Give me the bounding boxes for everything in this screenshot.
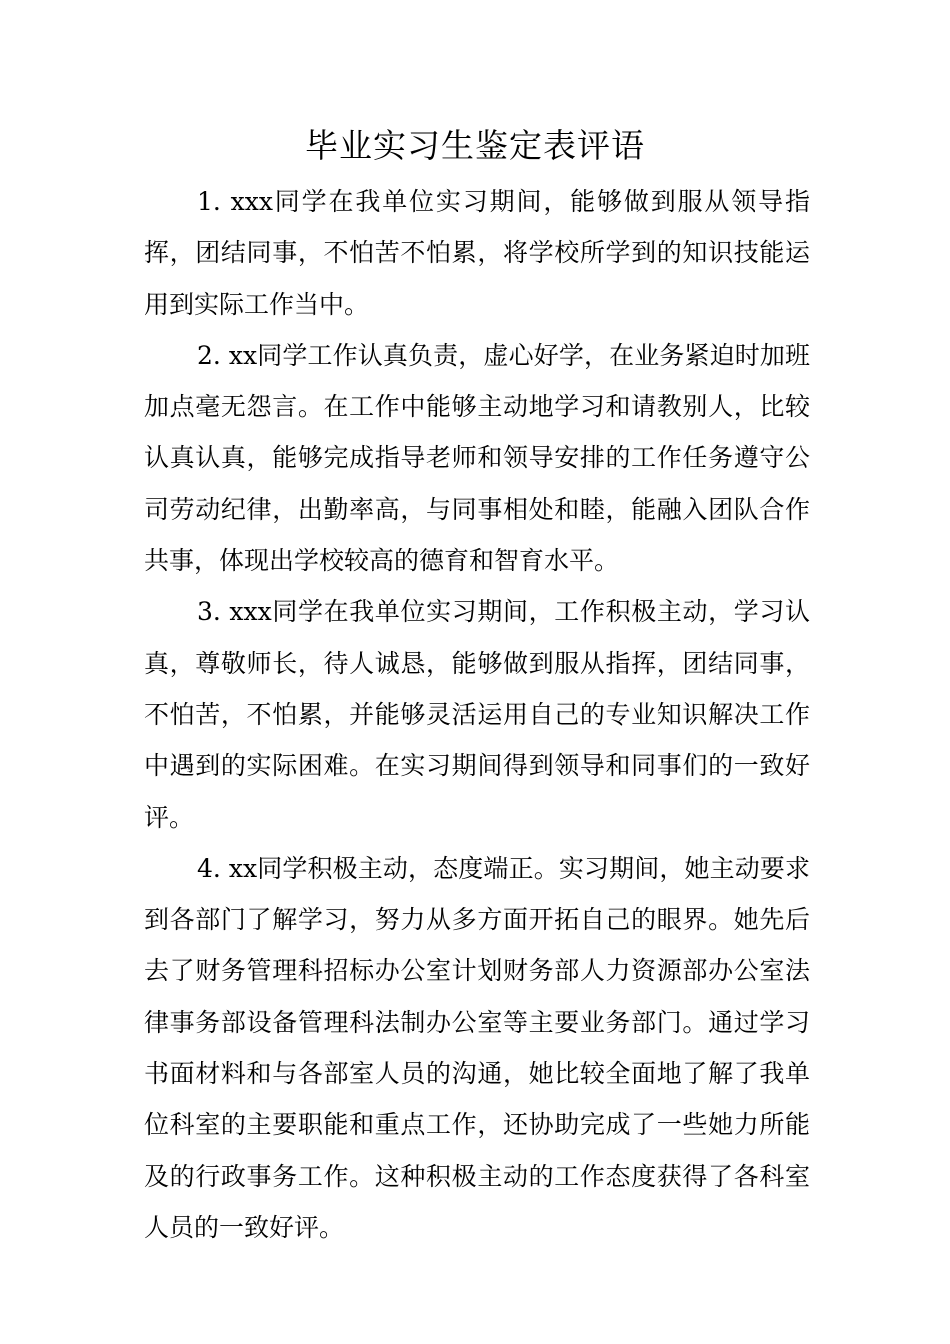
document-title: 毕业实习生鉴定表评语: [305, 126, 645, 165]
document-body: [144, 176, 810, 1253]
paragraph-4: 4. xx同学积极主动，态度端正。实习期间，她主动要求到各部门了解学习，努力从多方面开拓自己的眼界。她先后去了财务管理科招标办公室计划财务部人力资源部办公室法律事务部设备管理科法制办公室等主要业务部门。通过学习书面材料和与各部室人员的沟通，她比较全面地了解了我单位科室的主要职能和重点工作，还协助完成了一些她力所能及的行政事务工作。这种积极主动的工作态度获得了各科室人员的一致好评。: [144, 853, 810, 1242]
paragraph-1: 1. xxx同学在我单位实习期间，能够做到服从领导指挥，团结同事，不怕苦不怕累，将学校所学到的知识技能运用到实际工作当中。: [144, 187, 810, 319]
paragraph-2: 2. xx同学工作认真负责，虚心好学，在业务紧迫时加班加点毫无怨言。在工作中能够主动地学习和请教别人，比较认真认真，能够完成指导老师和领导安排的工作任务遵守公司劳动纪律，出勤率高，与同事相处和睦，能融入团队合作共事，体现出学校较高的德育和智育水平。: [144, 340, 810, 576]
paragraph-3: 3. xxx同学在我单位实习期间，工作积极主动，学习认真，尊敬师长，待人诚恳，能够做到服从指挥，团结同事，不怕苦，不怕累，并能够灵活运用自己的专业知识解决工作中遇到的实际困难。在实习期间得到领导和同事们的一致好评。: [144, 597, 810, 832]
